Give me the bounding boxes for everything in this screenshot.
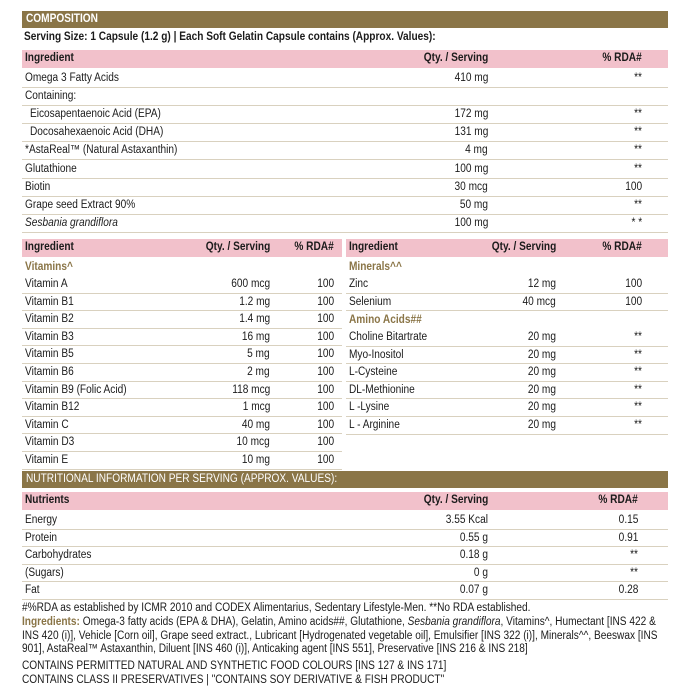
row-name: DL-Methionine bbox=[349, 383, 415, 396]
header-rda: % RDA# bbox=[602, 52, 642, 64]
row-qty: 0.07 g bbox=[459, 584, 488, 597]
vitamin-row bbox=[22, 417, 342, 435]
row-qty: 20 mg bbox=[527, 348, 556, 361]
amino-acid-row bbox=[346, 347, 668, 365]
vitamin-row bbox=[22, 276, 342, 294]
nutrient-row bbox=[22, 547, 668, 565]
row-rda: ** bbox=[634, 348, 642, 361]
row-name: (Sugars) bbox=[25, 566, 64, 579]
row-rda: 100 bbox=[317, 330, 334, 343]
header-qty: Qty. / Serving bbox=[423, 52, 488, 64]
composition-row bbox=[22, 106, 668, 124]
ingredients-text: Omega-3 fatty acids (EPA & DHA), Gelatin, Amino acids##, Glutathione, Sesbania grandiflora, Vitamins^, Humectant [INS 422 & INS 420 (i)], Vehicle [Corn oil], Grape seed extract., Lubricant [Hydrogenated vegetable oil], Emulsifier [INS 322 (i)], Minerals^^, Beeswax [INS 901], AstaReal™ Astaxanthin, Diluent [INS 460 (i)], Anticaking agent [INS 551], Preservative [INS 216 & INS 218] bbox=[22, 616, 658, 655]
minerals-table-header: Ingredient Qty. / Serving % RDA# bbox=[346, 239, 668, 257]
row-rda: 100 bbox=[317, 295, 334, 308]
row-name: Vitamin B12 bbox=[25, 401, 80, 414]
row-name: Glutathione bbox=[25, 162, 77, 175]
mineral-row bbox=[346, 276, 668, 294]
row-qty: 172 mg bbox=[454, 108, 488, 121]
vitamin-row bbox=[22, 294, 342, 312]
row-qty: 1.2 mg bbox=[239, 295, 270, 308]
row-name: Sesbania grandiflora bbox=[25, 216, 118, 229]
row-name: Eicosapentaenoic Acid (EPA) bbox=[30, 108, 161, 121]
row-qty: 2 mg bbox=[247, 366, 270, 378]
row-rda: 0.91 bbox=[618, 531, 638, 544]
row-name: Fat bbox=[25, 584, 40, 597]
amino-acid-row bbox=[346, 382, 668, 400]
composition-row bbox=[22, 197, 668, 215]
row-name: Docosahexaenoic Acid (DHA) bbox=[30, 126, 164, 139]
row-name: L - Arginine bbox=[349, 419, 400, 431]
row-name: Vitamin B5 bbox=[25, 348, 74, 361]
serving-size-line: Serving Size: 1 Capsule (1.2 g) | Each Soft Gelatin Capsule contains (Approx. Values): bbox=[24, 31, 436, 43]
row-rda: ** bbox=[634, 72, 642, 84]
vitamin-row bbox=[22, 346, 342, 364]
ingredients-label: Ingredients: bbox=[22, 616, 80, 628]
row-rda: ** bbox=[634, 419, 642, 431]
row-rda: ** bbox=[634, 144, 642, 157]
row-rda: ** bbox=[634, 198, 642, 211]
amino-acid-row bbox=[346, 329, 668, 347]
row-name: Vitamin B2 bbox=[25, 313, 74, 326]
row-rda: ** bbox=[634, 126, 642, 139]
row-qty: 30 mcg bbox=[454, 180, 488, 193]
composition-row bbox=[22, 124, 668, 142]
composition-row bbox=[22, 142, 668, 160]
vitamin-row bbox=[22, 434, 342, 452]
row-qty: 1.4 mg bbox=[239, 313, 270, 326]
row-name: Vitamin E bbox=[25, 454, 69, 466]
amino-acids-label: Amino Acids## bbox=[349, 314, 422, 326]
row-rda: ** bbox=[634, 383, 642, 396]
row-rda: 100 bbox=[317, 436, 334, 449]
row-rda: 0.15 bbox=[618, 514, 638, 526]
row-rda: 100 bbox=[317, 313, 334, 326]
nutrition-title: NUTRITIONAL INFORMATION PER SERVING (APPROX. VALUES): bbox=[26, 473, 338, 485]
row-rda: ** bbox=[634, 162, 642, 175]
row-qty: 1 mcg bbox=[242, 401, 270, 414]
composition-row bbox=[22, 88, 668, 106]
row-name: L-Cysteine bbox=[349, 366, 398, 379]
amino-acid-row bbox=[346, 364, 668, 382]
row-name: L -Lysine bbox=[349, 401, 390, 414]
row-name: Vitamin C bbox=[25, 418, 69, 431]
header-ingredient: Ingredient bbox=[25, 52, 74, 64]
row-name: Grape seed Extract 90% bbox=[25, 198, 136, 211]
row-qty: 20 mg bbox=[527, 331, 556, 343]
row-rda: 100 bbox=[317, 278, 334, 290]
row-qty: 20 mg bbox=[527, 419, 556, 431]
nutrient-row bbox=[22, 565, 668, 583]
row-rda: ** bbox=[634, 366, 642, 379]
row-qty: 118 mcg bbox=[231, 383, 270, 396]
vitamins-label: Vitamins^ bbox=[25, 261, 73, 273]
row-rda: 100 bbox=[317, 348, 334, 361]
row-qty: 20 mg bbox=[527, 401, 556, 414]
vitamins-table-header: Ingredient Qty. / Serving % RDA# bbox=[22, 239, 342, 257]
row-qty: 5 mg bbox=[247, 348, 270, 361]
row-qty: 0 g bbox=[473, 566, 488, 579]
vitamin-row bbox=[22, 452, 342, 470]
row-name: Biotin bbox=[25, 180, 51, 193]
row-name: Vitamin B3 bbox=[25, 330, 74, 343]
row-name: Protein bbox=[25, 531, 58, 544]
nutrient-row bbox=[22, 530, 668, 548]
row-rda: ** bbox=[630, 549, 638, 562]
row-qty: 100 mg bbox=[454, 162, 488, 175]
row-rda: 0.28 bbox=[618, 584, 638, 597]
row-name: Carbohydrates bbox=[25, 549, 92, 562]
row-qty: 10 mg bbox=[241, 454, 270, 466]
row-qty: 12 mg bbox=[527, 278, 556, 290]
row-rda: 100 bbox=[317, 383, 334, 396]
row-qty: 50 mg bbox=[459, 198, 488, 211]
row-rda: ** bbox=[630, 566, 638, 579]
vitamin-row bbox=[22, 382, 342, 400]
row-name: Energy bbox=[25, 514, 58, 526]
composition-title-bar bbox=[22, 11, 668, 28]
row-rda: * * bbox=[631, 216, 642, 229]
row-qty: 410 mg bbox=[454, 72, 488, 84]
row-rda: 100 bbox=[317, 454, 334, 466]
row-qty: 0.18 g bbox=[459, 549, 488, 562]
row-name: Choline Bitartrate bbox=[349, 331, 428, 343]
composition-row bbox=[22, 179, 668, 197]
nutrient-row bbox=[22, 512, 668, 530]
amino-acid-row bbox=[346, 417, 668, 435]
row-name: Vitamin B6 bbox=[25, 366, 74, 378]
composition-row bbox=[22, 161, 668, 179]
row-qty: 40 mcg bbox=[522, 295, 556, 308]
row-rda: 100 bbox=[625, 295, 642, 308]
row-qty: 4 mg bbox=[465, 144, 488, 157]
mineral-row bbox=[346, 294, 668, 312]
row-name: *AstaReal™ (Natural Astaxanthin) bbox=[25, 144, 178, 157]
row-name: Vitamin B9 (Folic Acid) bbox=[25, 383, 127, 396]
row-rda: ** bbox=[634, 108, 642, 121]
row-name: Myo-Inositol bbox=[349, 348, 404, 361]
row-rda: 100 bbox=[317, 418, 334, 431]
row-qty: 600 mcg bbox=[231, 278, 270, 290]
vitamin-row bbox=[22, 399, 342, 417]
row-qty: 0.55 g bbox=[459, 531, 488, 544]
rda-footnote: #%RDA as established by ICMR 2010 and CODEX Alimentarius, Sedentary Lifestyle-Men. **No RDA established. bbox=[22, 602, 531, 614]
row-name: Vitamin A bbox=[25, 278, 68, 290]
vitamin-row bbox=[22, 329, 342, 347]
row-name: Containing: bbox=[25, 90, 77, 103]
colours-note: CONTAINS PERMITTED NATURAL AND SYNTHETIC FOOD COLOURS [INS 127 & INS 171] bbox=[22, 660, 447, 672]
row-rda: 100 bbox=[625, 180, 642, 193]
row-rda: ** bbox=[634, 401, 642, 414]
composition-title: COMPOSITION bbox=[26, 13, 98, 25]
row-name: Selenium bbox=[349, 295, 392, 308]
preservatives-note: CONTAINS CLASS II PRESERVATIVES | "CONTAINS SOY DERIVATIVE & FISH PRODUCT" bbox=[22, 674, 445, 686]
nutrient-row bbox=[22, 582, 668, 600]
vitamin-row bbox=[22, 364, 342, 382]
composition-row bbox=[22, 70, 668, 88]
row-rda: ** bbox=[634, 331, 642, 343]
minerals-label: Minerals^^ bbox=[349, 261, 402, 273]
row-qty: 16 mg bbox=[241, 330, 270, 343]
row-rda: 100 bbox=[625, 278, 642, 290]
row-qty: 40 mg bbox=[241, 418, 270, 431]
row-rda: 100 bbox=[317, 401, 334, 414]
nutrition-header: Nutrients Qty. / Serving % RDA# bbox=[22, 492, 668, 510]
composition-header bbox=[22, 50, 668, 68]
vitamin-row bbox=[22, 311, 342, 329]
row-qty: 20 mg bbox=[527, 366, 556, 379]
row-name: Zinc bbox=[349, 278, 369, 290]
row-qty: 10 mcg bbox=[236, 436, 270, 449]
nutrition-title-bar bbox=[22, 471, 668, 488]
row-qty: 3.55 Kcal bbox=[445, 514, 488, 526]
row-name: Vitamin B1 bbox=[25, 295, 74, 308]
row-qty: 131 mg bbox=[454, 126, 488, 139]
row-rda: 100 bbox=[317, 366, 334, 378]
ingredients-list bbox=[22, 616, 668, 657]
row-qty: 20 mg bbox=[527, 383, 556, 396]
row-qty: 100 mg bbox=[454, 216, 488, 229]
amino-acid-row bbox=[346, 399, 668, 417]
row-name: Vitamin D3 bbox=[25, 436, 75, 449]
composition-row bbox=[22, 215, 668, 233]
row-name: Omega 3 Fatty Acids bbox=[25, 72, 119, 84]
